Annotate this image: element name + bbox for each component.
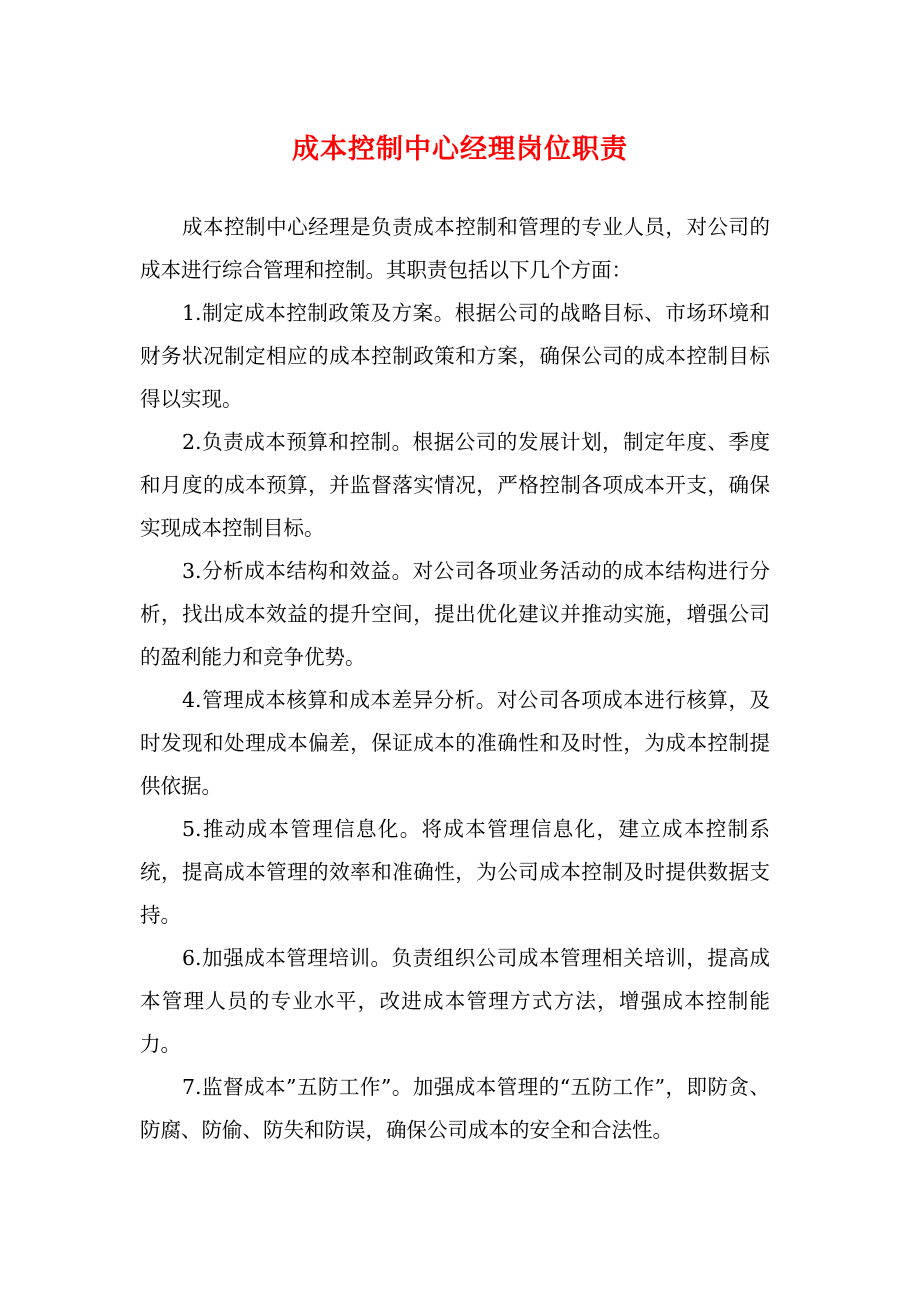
duty-item-1: 1.制定成本控制政策及方案。根据公司的战略目标、市场环境和财务状况制定相应的成本控制政策和方案，确保公司的成本控制目标得以实现。 bbox=[140, 301, 770, 411]
duty-item-4: 4.管理成本核算和成本差异分析。对公司各项成本进行核算，及时发现和处理成本偏差，保证成本的准确性和及时性，为成本控制提供依据。 bbox=[140, 688, 770, 798]
intro-paragraph: 成本控制中心经理是负责成本控制和管理的专业人员，对公司的成本进行综合管理和控制。其职责包括以下几个方面： bbox=[140, 215, 770, 282]
duty-item-2: 2.负责成本预算和控制。根据公司的发展计划，制定年度、季度和月度的成本预算，并监督落实情况，严格控制各项成本开支，确保实现成本控制目标。 bbox=[140, 430, 770, 540]
duty-item-6: 6.加强成本管理培训。负责组织公司成本管理相关培训，提高成本管理人员的专业水平，改进成本管理方式方法，增强成本控制能力。 bbox=[140, 946, 770, 1056]
document-body bbox=[140, 206, 770, 1152]
duty-item-7: 7.监督成本”五防工作”。加强成本管理的“五防工作”，即防贪、防腐、防偷、防失和防误，确保公司成本的安全和合法性。 bbox=[140, 1075, 770, 1142]
duty-item-3: 3.分析成本结构和效益。对公司各项业务活动的成本结构进行分析，找出成本效益的提升空间，提出优化建议并推动实施，增强公司的盈利能力和竞争优势。 bbox=[140, 559, 770, 669]
document-title: 成本控制中心经理岗位职责 bbox=[292, 134, 628, 165]
duty-item-5: 5.推动成本管理信息化。将成本管理信息化，建立成本控制系统，提高成本管理的效率和准确性，为公司成本控制及时提供数据支持。 bbox=[140, 817, 770, 927]
